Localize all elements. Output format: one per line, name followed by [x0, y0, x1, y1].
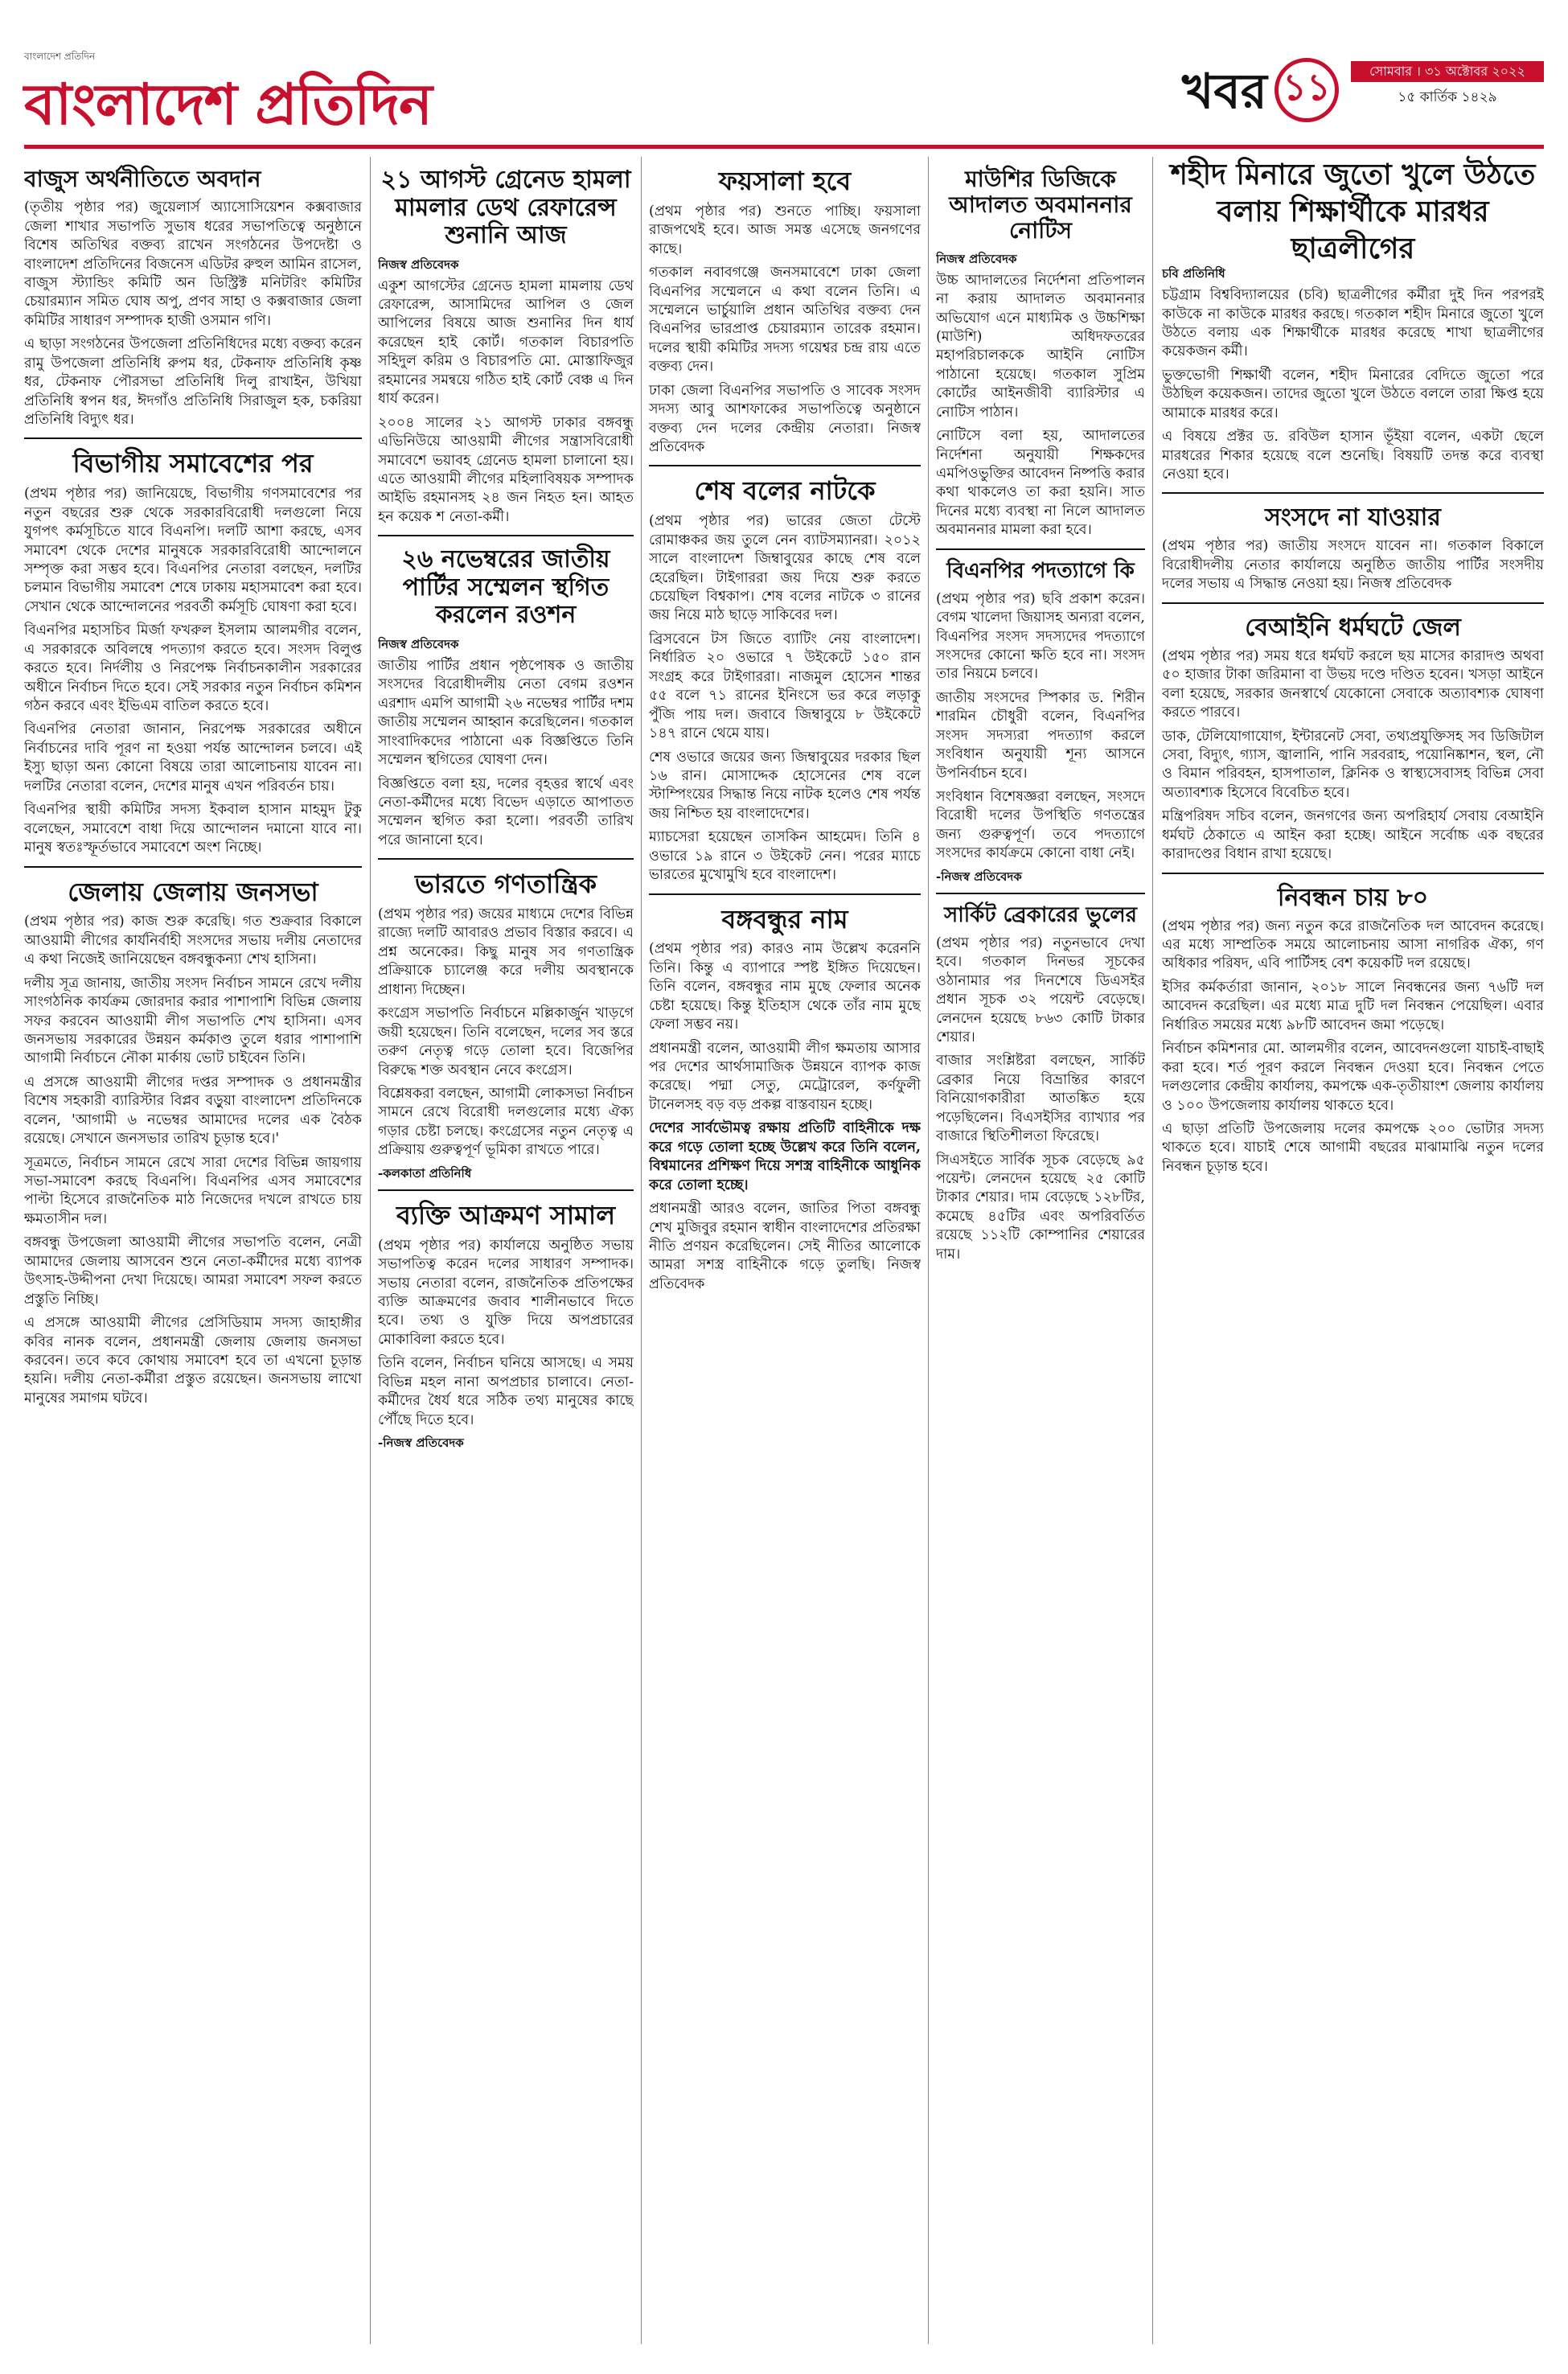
article-byline: চবি প্রতিনিধি: [1162, 266, 1225, 281]
article-paragraph: (প্রথম পৃষ্ঠার পর) জন্য নতুন করে রাজনৈতিক দল আবেদন করেছে। এর মধ্যে সাম্প্রতিক সময়ে আলোচনায় আসা নাগরিক ঐক্য, গণ অধিকার পরিষদ, এবি পার্টিসহ বেশ কয়েকটি দল রয়েছে।: [1162, 918, 1544, 972]
article-paragraph: মন্ত্রিপরিষদ সচিব বলেন, জনগণের জন্য অপরিহার্য সেবায় বেআইনি ধর্মঘট ঠেকাতে এ আইন করা হচ্ছে। আইনে সর্বোচ্চ এক বছরের কারাদণ্ডের বিধান রাখা হয়েছে।: [1162, 808, 1544, 863]
column-4: [936, 157, 1145, 2344]
article-headline: বিভাগীয় সমাবেশের পর: [72, 448, 314, 479]
article-paragraph: সূত্রমতে, নির্বাচন সামনে রেখে সারা দেশের বিভিন্ন জায়গায় সভা-সমাবেশ করছে বিএনপি। বিএনপির এসব সমাবেশের পাল্টা হিসেবে রাজনৈতিক মাঠ নিজেদের দখলে রাখতে চায় ক্ষমতাসীন দল।: [24, 1154, 362, 1227]
article-headline: ২১ আগস্ট গ্রেনেড হামলা মামলার ডেথ রেফারেন্স শুনানি আজ: [380, 166, 631, 249]
article-byline: নিজস্ব প্রতিবেদক: [378, 636, 459, 651]
article-paragraph: (প্রথম পৃষ্ঠার পর) কার্যালয়ে অনুষ্ঠিত সভায় সভাপতিত্ব করেন দলের সাধারণ সম্পাদক। সভায় নেতারা বলেন, রাজনৈতিক প্রতিপক্ষের ব্যক্তি আক্রমণের জবাব শালীনভাবে দিতে হবে। তথ্য ও যুক্তি দিয়ে অপপ্রচারের মোকাবিলা করতে হবে।: [378, 1237, 634, 1348]
column-divider: [928, 157, 929, 2344]
article-divider: [378, 1189, 634, 1191]
article-paragraph: একুশ আগস্টের গ্রেনেড হামলা মামলায় ডেথ রেফারেন্স, আসামিদের আপিল ও জেল আপিলের বিষয়ে আজ শুনানির দিন ধার্য করেছেন হাই কোর্ট। গতকাল বিচারপতি সহিদুল করিম ও বিচারপতি মো. মোস্তাফিজুর রহমানের সমন্বয়ে গঠিত হাই কোর্ট বেঞ্চ এ দিন ধার্য করেন।: [378, 277, 634, 408]
article-headline: মাউশির ডিজিকে আদালত অবমাননার নোটিস: [949, 166, 1132, 244]
article-paragraph: ডাক, টেলিযোগাযোগ, ইন্টারনেট সেবা, তথ্যপ্রযুক্তিসহ সব ডিজিটাল সেবা, বিদ্যুৎ, গ্যাস, জ্বালানি, পানি সরবরাহ, পয়োনিষ্কাশন, স্থল, নৌ ও বিমান পরিবহন, হাসপাতাল, ক্লিনিক ও স্বাস্থ্যসেবাসহ বিভিন্ন সেবা অত্যাবশ্যক হিসেবে বিবেচিত হবে।: [1162, 728, 1544, 801]
article-headline: ফয়সালা হবে: [718, 166, 852, 196]
article-divider: [1162, 602, 1544, 604]
masthead: [24, 50, 1544, 146]
column-divider: [641, 157, 642, 2344]
column-1: [24, 157, 362, 2344]
article-paragraph: (প্রথম পৃষ্ঠার পর) জানিয়েছে, বিভাগীয় গণসমাবেশের পর নতুন বছরের শুরু থেকে সরকারবিরোধী দলগুলো নিয়ে যুগপৎ কর্মসূচিতে যাবে বিএনপি। দলটি আশা করছে, এসব সমাবেশ থেকে দেশের মানুষকে সরকারবিরোধী আন্দোলনে সম্পৃক্ত করা সম্ভব হবে। বিএনপির নেতারা বলছেন, দলটির চলমান বিভাগীয় সমাবেশ শেষে ঢাকায় মহাসমাবেশ করা হবে। সেখান থেকে আন্দোলনের পরবর্তী কর্মসূচি ঘোষণা করা হবে।: [24, 486, 362, 615]
article-paragraph: বঙ্গবন্ধু উপজেলা আওয়ামী লীগের সভাপতি বলেন, নেত্রী আমাদের জেলায় আসবেন শুনে নেতা-কর্মীদের মধ্যে ব্যাপক উৎসাহ-উদ্দীপনা দেখা দিয়েছে। আমরা সমাবেশ সফল করতে প্রস্তুতি নিচ্ছি।: [24, 1234, 362, 1308]
article-byline: নিজস্ব প্রতিবেদক: [378, 257, 459, 272]
article-paragraph: গতকাল নবাবগঞ্জে জনসমাবেশে ঢাকা জেলা বিএনপির সম্মেলনে এ কথা বলেন তিনি। এ সম্মেলনে ভার্চুয়ালি প্রধান অতিথির বক্তব্য দেন বিএনপির ভারপ্রাপ্ত চেয়ারম্যান তারেক রহমান। দলের স্থায়ী কমিটির সদস্য গয়েশ্বর চন্দ্র রায় এতে বক্তব্য দেন।: [649, 265, 921, 376]
article-headline: ব্যক্তি আক্রমণ সামাল: [396, 1199, 616, 1230]
article-paragraph: (প্রথম পৃষ্ঠার পর) কাজ শুরু করেছি। গত শুক্রবার বিকালে আওয়ামী লীগের কার্যনির্বাহী সংসদের সভায় দলীয় নেতাদের এ কথা নিজেই জানিয়েছেন বঙ্গবন্ধুকন্যা শেখ হাসিনা।: [24, 914, 362, 968]
page-number: ১১: [1275, 58, 1339, 122]
article-divider: [24, 866, 362, 868]
article-paragraph: বিজ্ঞপ্তিতে বলা হয়, দলের বৃহত্তর স্বার্থে এবং নেতা-কর্মীদের মধ্যে বিভেদ এড়াতে আপাতত সম্মেলন স্থগিত করা হলো। পরবর্তী তারিখ পরে জানানো হবে।: [378, 775, 634, 848]
article-paragraph: (প্রথম পৃষ্ঠার পর) জয়ের মাধ্যমে দেশের বিভিন্ন রাজ্যে দলটি আবারও প্রভাব বিস্তার করবে। এ প্রশ্ন অনেকের। কিছু মানুষ সব গণতান্ত্রিক প্রক্রিয়াকে চ্যালেঞ্জ করে দলীয় অবস্থানকে প্রাধান্য দিচ্ছেন।: [378, 906, 634, 998]
article-divider: [24, 437, 362, 439]
article-paragraph: জাতীয় পার্টির প্রধান পৃষ্ঠপোষক ও জাতীয় সংসদের বিরোধীদলীয় নেতা বেগম রওশন এরশাদ এমপি আগামী ২৬ নভেম্বর পার্টির দশম জাতীয় সম্মেলন আহ্বান করেছিলেন। গতকাল সাংবাদিকদের পাঠানো এক বিজ্ঞপ্তিতে তিনি সম্মেলন স্থগিতের ঘোষণা দেন।: [378, 657, 634, 769]
article-paragraph: বিশ্লেষকরা বলছেন, আগামী লোকসভা নির্বাচন সামনে রেখে বিরোধী দলগুলোর মধ্যে ঐক্য গড়ার চেষ্টা চলছে। কংগ্রেসের নতুন নেতৃত্ব এ প্রক্রিয়ায় গুরুত্বপূর্ণ ভূমিকা রাখতে পারে।: [378, 1085, 634, 1159]
article-paragraph: (প্রথম পৃষ্ঠার পর) জাতীয় সংসদে যাবেন না। গতকাল বিকালে বিরোধীদলীয় নেতার কার্যালয়ে অনুষ্ঠিত জাতীয় পার্টির সংসদীয় দলের সভায় এ সিদ্ধান্ত নেওয়া হয়। নিজস্ব প্রতিবেদক: [1162, 538, 1544, 593]
article-headline: বিএনপির পদত্যাগে কি: [946, 558, 1135, 583]
article-paragraph: এ ছাড়া প্রতিটি উপজেলায় দলের কমপক্ষে ২০০ ভোটার সদস্য থাকতে হবে। যাচাই শেষে আগামী বছরের মাঝামাঝি নতুন দলের নিবন্ধন চূড়ান্ত হবে।: [1162, 1120, 1544, 1175]
article-byline: -নিজস্ব প্রতিবেদক: [936, 869, 1022, 884]
article-divider: [378, 858, 634, 860]
column-divider: [370, 157, 371, 2344]
article-paragraph: জাতীয় সংসদের স্পিকার ড. শিরীন শারমিন চৌধুরী বলেন, বিএনপির সংসদ সদস্যরা পদত্যাগ করলে সংবিধান অনুযায়ী শূন্য আসনে উপনির্বাচন হবে।: [936, 689, 1145, 782]
article-paragraph: দেশের সার্বভৌমত্ব রক্ষায় প্রতিটি বাহিনীকে দক্ষ করে গড়ে তোলা হচ্ছে উল্লেখ করে তিনি বলেন, বিশ্বমানের প্রশিক্ষণ দিয়ে সশস্ত্র বাহিনীকে আধুনিক করে তোলা হচ্ছে।: [649, 1120, 921, 1193]
article-paragraph: উচ্চ আদালতের নির্দেশনা প্রতিপালন না করায় আদালত অবমাননার অভিযোগ এনে মাধ্যমিক ও উচ্চশিক্ষা (মাউশি) অধিদফতরের মহাপরিচালককে আইনি নোটিস পাঠানো হয়েছে। গতকাল সুপ্রিম কোর্টের আইনজীবী ব্যারিস্টার এ নোটিস পাঠান।: [936, 272, 1145, 421]
article-byline: নিজস্ব প্রতিবেদক: [936, 251, 1017, 266]
section-title: খবর: [1182, 64, 1267, 120]
article-paragraph: প্রধানমন্ত্রী আরও বলেন, জাতির পিতা বঙ্গবন্ধু শেখ মুজিবুর রহমান স্বাধীন বাংলাদেশের প্রতিরক্ষা নীতি প্রণয়ন করেছিলেন। সেই নীতির আলোকে আমরা সশস্ত্র বাহিনীকে গড়ে তুলছি। নিজস্ব প্রতিবেদক: [649, 1201, 921, 1292]
lead-headline: শহীদ মিনারে জুতো খুলে উঠতে বলায় শিক্ষার্থীকে মারধর ছাত্রলীগের: [1170, 158, 1536, 266]
article-headline: সার্কিট ব্রেকারের ভুলের: [944, 902, 1137, 927]
article-paragraph: এ ছাড়া সংগঠনের উপজেলা প্রতিনিধিদের মধ্যে বক্তব্য করেন রামু উপজেলা প্রতিনিধি রুপম ধর, টেকনাফ প্রতিনিধি কৃষ্ণ ধর, টেকনাফ পৌরসভা প্রতিনিধি দিলু রাখাইন, উখিয়া প্রতিনিধি স্বপন ধর, ঈদগাঁও প্রতিনিধি সিরাজুল হক, চকরিয়া প্রতিনিধি বিদ্যুৎ ধর।: [24, 336, 362, 428]
article-paragraph: প্রধানমন্ত্রী বলেন, আওয়ামী লীগ ক্ষমতায় আসার পর দেশের আর্থসামাজিক উন্নয়নে ব্যাপক কাজ করেছে। পদ্মা সেতু, মেট্রোরেল, কর্ণফুলী টানেলসহ বড় বড় প্রকল্প বাস্তবায়ন হচ্ছে।: [649, 1040, 921, 1113]
article-headline: ২৬ নভেম্বরের জাতীয় পার্টির সম্মেলন স্থগিত করলেন রওশন: [401, 545, 610, 630]
article-paragraph: ব্রিসবেনে টস জিতে ব্যাটিং নেয় বাংলাদেশ। নির্ধারিত ২০ ওভারে ৭ উইকেটে ১৫০ রান সংগ্রহ করে টাইগাররা। নাজমুল হোসেন শান্তর ৫৫ বলে ৭১ রানের ইনিংসে ভর করে লড়াকু পুঁজি পায় দল। জবাবে জিম্বাবুয়ে ৮ উইকেটে ১৪৭ রানে থেমে যায়।: [649, 630, 921, 742]
article-headline: সংসদে না যাওয়ার: [1265, 503, 1441, 532]
newspaper-logo: বাংলাদেশ প্রতিদিন: [24, 72, 432, 138]
article-paragraph: ২০০৪ সালের ২১ আগস্ট ঢাকার বঙ্গবন্ধু এভিনিউয়ে আওয়ামী লীগের সন্ত্রাসবিরোধী সমাবেশে ভয়াবহ গ্রেনেড হামলা চালানো হয়। এতে আওয়ামী লীগের মহিলাবিষয়ক সম্পাদক আইভি রহমানসহ ২৪ জন নিহত হন। আহত হন কয়েক শ নেতা-কর্মী।: [378, 414, 634, 525]
article-paragraph: (প্রথম পৃষ্ঠার পর) ছবি প্রকাশ করেন। বেগম খালেদা জিয়াসহ অন্যরা বলেন, বিএনপির সংসদ সদস্যদের পদত্যাগে সংসদের কোনো ক্ষতি হবে না। সংসদ তার নিয়মে চলবে।: [936, 590, 1145, 683]
article-headline: শেষ বলের নাটকে: [694, 475, 876, 507]
article-paragraph: এ প্রসঙ্গে আওয়ামী লীগের প্রেসিডিয়াম সদস্য জাহাঙ্গীর কবির নানক বলেন, প্রধানমন্ত্রী জেলায় জেলায় জনসভা করবেন। তবে কবে কোথায় সমাবেশ হবে তা এখনো চূড়ান্ত হয়নি। দলীয় নেতা-কর্মীরা প্রস্তুত রয়েছেন। জনসভায় লাখো মানুষের সমাগম ঘটবে।: [24, 1315, 362, 1407]
article-paragraph: বিএনপির স্থায়ী কমিটির সদস্য ইকবাল হাসান মাহমুদ টুকু বলেছেন, সমাবেশে বাধা দিয়ে আন্দোলন দমানো যাবে না। মানুষ স্বতঃস্ফূর্তভাবে সমাবেশে অংশ নিচ্ছে।: [24, 802, 362, 856]
article-paragraph: দলীয় সূত্র জানায়, জাতীয় সংসদ নির্বাচন সামনে রেখে দলীয় সাংগঠনিক কার্যক্রম জোরদার করার পাশাপাশি বিভিন্ন জেলায় সফর করবেন আওয়ামী লীগ সভাপতি শেখ হাসিনা। এসব জনসভায় সরকারের উন্নয়ন কর্মকাণ্ড তুলে ধরার পাশাপাশি আগামী নির্বাচনে নৌকা মার্কায় ভোট চাইবেন তিনি।: [24, 975, 362, 1067]
article-paragraph: সিএসইতে সার্বিক সূচক বেড়েছে ৯৫ পয়েন্ট। লেনদেন হয়েছে ২৫ কোটি টাকার শেয়ার। দাম বেড়েছে ১২৮টির, কমেছে ৪৫টির এবং অপরিবর্তিত রয়েছে ১১২টি কোম্পানির শেয়ারের দাম।: [936, 1152, 1145, 1263]
article-paragraph: ইসির কর্মকর্তারা জানান, ২০১৮ সালে নিবন্ধনের জন্য ৭৬টি দল আবেদন করেছিল। এর মধ্যে মাত্র দুটি দল নিবন্ধন পেয়েছিল। এবার নির্ধারিত সময়ের মধ্যে ৯৮টি আবেদন জমা পড়েছে।: [1162, 979, 1544, 1033]
article-paragraph: (প্রথম পৃষ্ঠার পর) ভারের জেতা টেস্টে রোমাঞ্চকর জয় তুলে নেন ব্যাটসম্যানরা। ২০১২ সালে বাংলাদেশ জিম্বাবুয়ের কাছে শেষ বলে হেরেছিল। টাইগাররা জয় দিয়ে শুরু করতে চেয়েছিল বিশ্বকাপ। শেষ বলের নাটকে ৩ রানের জয় নিয়ে মাঠ ছাড়ে সাকিবের দল।: [649, 513, 921, 624]
article-divider: [936, 548, 1145, 550]
article-paragraph: ঢাকা জেলা বিএনপির সভাপতি ও সাবেক সংসদ সদস্য আবু আশফাকের সভাপতিত্বে অনুষ্ঠানে বক্তব্য দেন দলের কেন্দ্রীয় নেতারা। নিজস্ব প্রতিবেদক: [649, 382, 921, 456]
article-paragraph: বাজার সংশ্লিষ্টরা বলছেন, সার্কিট ব্রেকার নিয়ে বিভ্রান্তির কারণে বিনিয়োগকারীরা আতঙ্কিত হয়ে পড়েছিলেন। বিএসইসির ব্যাখ্যার পর বাজারে স্থিতিশীলতা ফিরেছে।: [936, 1053, 1145, 1145]
article-paragraph: নির্বাচন কমিশনার মো. আলমগীর বলেন, আবেদনগুলো যাচাই-বাছাই করা হবে। শর্ত পূরণ করলে নিবন্ধন দেওয়া হবে। নিবন্ধন পেতে দলগুলোর কেন্দ্রীয় কার্যালয়, কমপক্ষে এক-তৃতীয়াংশ জেলায় কার্যালয় ও ১০০ উপজেলায় কার্যালয় থাকতে হবে।: [1162, 1041, 1544, 1114]
masthead-tagline: বাংলাদেশ প্রতিদিন: [24, 51, 96, 62]
article-paragraph: (তৃতীয় পৃষ্ঠার পর) জুয়েলার্স অ্যাসোসিয়েশন কক্সবাজার জেলা শাখার সভাপতি সুভাষ ধরের সভাপতিত্বে অনুষ্ঠানে বিশেষ অতিথির বক্তব্য রাখেন সংগঠনের উপদেষ্টা ও বাংলাদেশ প্রতিদিনের বিজনেস এডিটর রুহুল আমিন রাসেল, বাজুস স্ট্যান্ডিং কমিটি অন ডিস্ট্রিক্ট মনিটরিং কমিটির চেয়ারম্যান সমিত ঘোষ অপু, প্রণব সাহা ও কক্সবাজার জেলা কমিটির সাধারণ সম্পাদক হাজী ওসমান গণি।: [24, 199, 362, 329]
article-paragraph: সংবিধান বিশেষজ্ঞরা বলছেন, সংসদে বিরোধী দলের উপস্থিতি গণতন্ত্রের জন্য গুরুত্বপূর্ণ। তবে পদত্যাগে সংসদের কার্যক্রমে কোনো বাধা নেই।: [936, 789, 1145, 862]
article-paragraph: তিনি বলেন, নির্বাচন ঘনিয়ে আসছে। এ সময় বিভিন্ন মহল নানা অপপ্রচার চালাবে। নেতা-কর্মীদের ধৈর্য ধরে সঠিক তথ্য মানুষের কাছে পৌঁছে দিতে হবে।: [378, 1355, 634, 1428]
article-paragraph: ভুক্তভোগী শিক্ষার্থী বলেন, শহীদ মিনারের বেদিতে জুতো পরে উঠছিল কয়েকজন। তাদের জুতো খুলে উঠতে বললে তারা ক্ষিপ্ত হয়ে আমাকে মারধর করে।: [1162, 367, 1544, 421]
article-headline: নিবন্ধন চায় ৮০: [1277, 883, 1429, 912]
column-3: [649, 157, 921, 2344]
article-headline: বঙ্গবন্ধুর নাম: [721, 903, 848, 934]
article-byline: -নিজস্ব প্রতিবেদক: [378, 1435, 464, 1450]
article-divider: [1162, 873, 1544, 874]
column-5: [1162, 265, 1544, 2344]
article-headline: জেলায় জেলায় জনসভা: [68, 876, 318, 907]
article-divider: [378, 535, 634, 536]
article-divider: [936, 893, 1145, 894]
article-paragraph: (প্রথম পৃষ্ঠার পর) কারও নাম উল্লেখ করেননি তিনি। কিন্তু এ ব্যাপারে স্পষ্ট ইঙ্গিত দিয়েছেন। তিনি বলেন, বঙ্গবন্ধুর নাম মুছে ফেলার অনেক চেষ্টা হয়েছে। কিন্তু ইতিহাস থেকে তাঁর নাম মুছে ফেলা সম্ভব নয়।: [649, 941, 921, 1033]
article-paragraph: এ বিষয়ে প্রক্টর ড. রবিউল হাসান ভূঁইয়া বলেন, একটা ছেলে মারধরের শিকার হয়েছে বলে শুনেছি। বিষয়টি তদন্ত করে ব্যবস্থা নেওয়া হবে।: [1162, 429, 1544, 483]
article-headline: বেআইনি ধর্মঘটে জেল: [1245, 613, 1461, 642]
article-divider: [649, 465, 921, 466]
column-divider: [1152, 157, 1153, 2344]
article-paragraph: (প্রথম পৃষ্ঠার পর) শুনতে পাচ্ছি। ফয়সালা রাজপথেই হবে। আজ সমস্ত এসেছে জনগণের কাছে।: [649, 203, 921, 257]
date-bar: সোমবার । ৩১ অক্টোবর ২০২২: [1351, 61, 1544, 82]
article-paragraph: বিএনপির মহাসচিব মির্জা ফখরুল ইসলাম আলমগীর বলেন, এ সরকারকে অবিলম্বে পদত্যাগ করতে হবে। সংসদ বিলুপ্ত করতে হবে। নির্দলীয় ও নিরপেক্ষ নির্বাচনকালীন সরকারের অধীনে নির্বাচন দিতে হবে। সেই সরকার নতুন নির্বাচন কমিশন গঠন করবে এবং ইভিএম বাতিল করতে হবে।: [24, 622, 362, 715]
date-bengali: ১৫ কার্তিক ১৪২৯: [1398, 89, 1497, 105]
article-paragraph: বিএনপির নেতারা জানান, নিরপেক্ষ সরকারের অধীনে নির্বাচনের দাবি পূরণ না হওয়া পর্যন্ত আন্দোলন চলবে। এই ইস্যু ছাড়া অন্য কোনো বিষয়ে তারা আলোচনায় যাবেন না। দলটির নেতারা বলেন, দেশের মানুষ এখন পরিবর্তন চায়।: [24, 721, 362, 795]
masthead-rule: [24, 145, 1544, 149]
article-paragraph: এ প্রসঙ্গে আওয়ামী লীগের দপ্তর সম্পাদক ও প্রধানমন্ত্রীর বিশেষ সহকারী ব্যারিস্টার বিপ্লব বড়ুয়া বাংলাদেশ প্রতিদিনকে বলেন, 'আগামী ৬ নভেম্বর আমাদের দলের এক বৈঠক রয়েছে। সেখানে জনসভার তারিখ চূড়ান্ত হবে।': [24, 1074, 362, 1148]
article-paragraph: শেষ ওভারে জয়ের জন্য জিম্বাবুয়ের দরকার ছিল ১৬ রান। মোসাদ্দেক হোসেনের শেষ বলে স্টাম্পিংয়ের সিদ্ধান্ত নিয়ে নাটক হলেও শেষ পর্যন্ত জয় নিশ্চিত হয় বাংলাদেশের।: [649, 749, 921, 822]
article-paragraph: (প্রথম পৃষ্ঠার পর) সময় ধরে ধর্মঘট করলে ছয় মাসের কারাদণ্ড অথবা ৫০ হাজার টাকা জরিমানা বা উভয় দণ্ডে দণ্ডিত হবেন। খসড়া আইনে বলা হয়েছে, সরকার জনস্বার্থে যেকোনো সেবাকে অত্যাবশ্যক ঘোষণা করতে পারবে।: [1162, 647, 1544, 721]
article-paragraph: কংগ্রেস সভাপতি নির্বাচনে মল্লিকার্জুন খাড়গে জয়ী হয়েছেন। তিনি বলেছেন, দলের সব স্তরে তরুণ নেতৃত্ব গড়ে তোলা হবে। বিজেপির বিরুদ্ধে শক্ত অবস্থান নেবে কংগ্রেস।: [378, 1005, 634, 1078]
article-paragraph: ম্যাচসেরা হয়েছেন তাসকিন আহমেদ। তিনি ৪ ওভারে ১৯ রানে ৩ উইকেট নেন। পরের ম্যাচে ভারতের মুখোমুখি হবে বাংলাদেশ।: [649, 829, 921, 884]
article-headline: ভারতে গণতান্ত্রিক: [414, 869, 597, 900]
article-headline: বাজুস অর্থনীতিতে অবদান: [24, 166, 261, 192]
article-divider: [649, 893, 921, 895]
article-paragraph: চট্টগ্রাম বিশ্ববিদ্যালয়ের (চবি) ছাত্রলীগের কর্মীরা দুই দিন পরপরই কাউকে না কাউকে মারধর করছে। গতকাল শহীদ মিনারে জুতো খুলে উঠতে বলায় এক শিক্ষার্থীকে মারধর করেছে শাখা ছাত্রলীগের কয়েকজন কর্মী।: [1162, 287, 1544, 360]
article-divider: [1162, 492, 1544, 494]
article-paragraph: নোটিসে বলা হয়, আদালতের নির্দেশনা অনুযায়ী শিক্ষকদের এমপিওভুক্তির আবেদন নিষ্পত্তি করার কথা থাকলেও তা করা হয়নি। সাত দিনের মধ্যে ব্যবস্থা না নিলে আদালত অবমাননার মামলা করা হবে।: [936, 428, 1145, 539]
article-byline: -কলকাতা প্রতিনিধি: [378, 1165, 472, 1181]
column-2: [378, 157, 634, 2344]
article-paragraph: (প্রথম পৃষ্ঠার পর) নতুনভাবে দেখা হবে। গতকাল দিনভর সূচকের ওঠানামার পর দিনশেষে ডিএসইর প্রধান সূচক ৩২ পয়েন্ট বেড়েছে। লেনদেন হয়েছে ৮৬৩ কোটি টাকার শেয়ার।: [936, 934, 1145, 1045]
